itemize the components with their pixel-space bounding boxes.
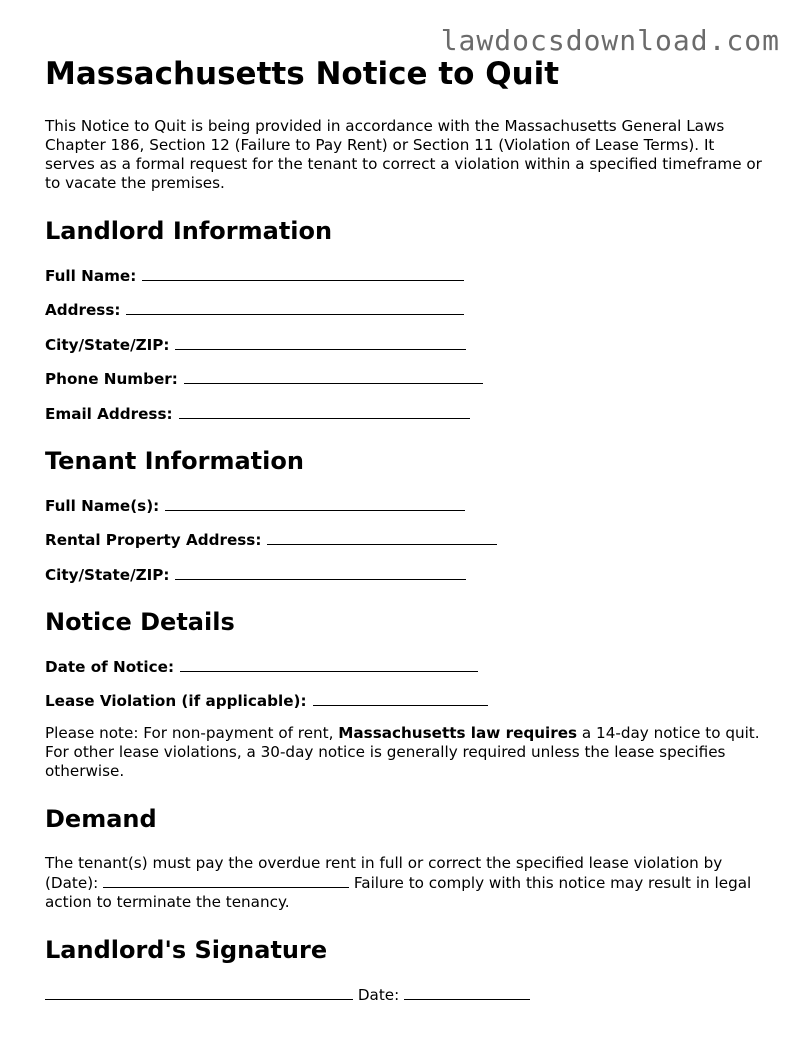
lease-violation-line[interactable] xyxy=(313,691,488,706)
landlord-phone-line[interactable] xyxy=(184,369,483,384)
demand-date-line[interactable] xyxy=(103,873,349,888)
signature-date-label: Date: xyxy=(357,985,400,1004)
lease-violation-label: Lease Violation (if applicable): xyxy=(45,692,307,711)
intro-paragraph: This Notice to Quit is being provided in accordance with the Massachusetts General Laws Chapter 186, Section 12 (Failure to Pay Rent) or Section 11 (Violation of Lease Terms). It serves as a formal request for the tenant to correct a violation within a specified timeframe or to vacate the premises. xyxy=(45,117,762,193)
tenant-heading: Tenant Information xyxy=(45,446,304,475)
page-title: Massachusetts Notice to Quit xyxy=(45,56,560,92)
landlord-email-line[interactable] xyxy=(179,404,470,419)
landlord-email-label: Email Address: xyxy=(45,404,173,423)
landlord-email-field xyxy=(45,404,765,423)
tenant-full-names-field xyxy=(45,496,765,515)
note-bold: Massachusetts law requires xyxy=(338,724,578,743)
date-of-notice-field xyxy=(45,657,765,676)
tenant-rental-address-line[interactable] xyxy=(267,530,497,545)
lease-violation-field xyxy=(45,691,765,710)
demand-prefix: The tenant(s) must pay the overdue rent in full or correct the specified lease violation by (Date): xyxy=(45,853,723,892)
signature-heading: Landlord's Signature xyxy=(45,935,328,964)
note-suffix: a 14-day notice to quit. For other lease violations, a 30-day notice is generally required unless the lease specifies otherwise. xyxy=(45,724,760,781)
date-of-notice-line[interactable] xyxy=(180,657,478,672)
note-prefix: Please note: For non-payment of rent, xyxy=(45,724,339,743)
tenant-city-line[interactable] xyxy=(175,565,466,580)
tenant-full-names-label: Full Name(s): xyxy=(45,496,160,515)
landlord-full-name-label: Full Name: xyxy=(45,266,137,285)
landlord-heading: Landlord Information xyxy=(45,217,333,246)
landlord-address-field xyxy=(45,300,765,319)
tenant-full-names-line[interactable] xyxy=(165,496,465,511)
landlord-city-label: City/State/ZIP: xyxy=(45,335,170,354)
tenant-rental-address-label: Rental Property Address: xyxy=(45,531,262,550)
landlord-address-line[interactable] xyxy=(126,300,464,315)
signature-date-line[interactable] xyxy=(404,985,530,1000)
landlord-city-field xyxy=(45,335,765,354)
tenant-rental-address-field xyxy=(45,530,765,549)
landlord-full-name-field xyxy=(45,266,765,285)
signature-line[interactable] xyxy=(45,985,353,1000)
watermark: lawdocsdownload.com xyxy=(440,24,780,57)
landlord-full-name-line[interactable] xyxy=(142,266,464,281)
date-of-notice-label: Date of Notice: xyxy=(45,657,175,676)
notice-heading: Notice Details xyxy=(45,607,235,636)
landlord-phone-label: Phone Number: xyxy=(45,370,178,389)
landlord-phone-field xyxy=(45,369,765,388)
tenant-city-label: City/State/ZIP: xyxy=(45,565,170,584)
demand-paragraph xyxy=(45,854,765,912)
notice-note-paragraph xyxy=(45,724,765,781)
document-page xyxy=(45,56,765,1005)
signature-row xyxy=(45,985,765,1005)
landlord-city-line[interactable] xyxy=(175,335,466,350)
tenant-city-field xyxy=(45,565,765,584)
demand-suffix: Failure to comply with this notice may result in legal action to terminate the tenancy. xyxy=(45,873,752,911)
landlord-address-label: Address: xyxy=(45,301,121,320)
demand-heading: Demand xyxy=(45,805,157,834)
